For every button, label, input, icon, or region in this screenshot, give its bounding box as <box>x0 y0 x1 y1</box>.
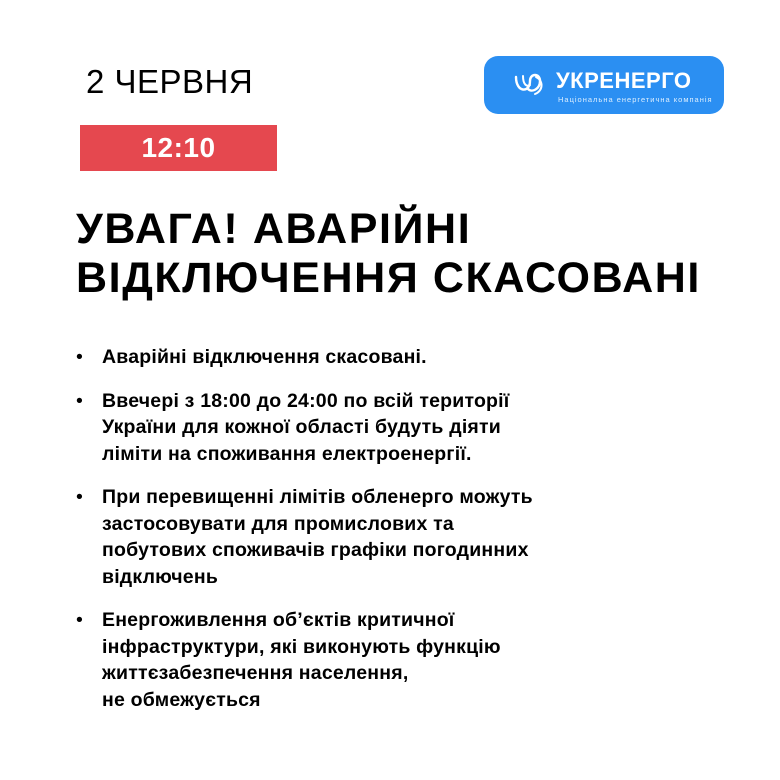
bullet-line: не обмежується <box>102 688 261 711</box>
time-badge: 12:10 <box>80 125 277 171</box>
bullet-dot-icon: • <box>76 609 84 631</box>
ukrenergo-logo-icon <box>512 69 548 99</box>
bullet-line: Енергоживлення об’єктів критичної <box>102 609 455 631</box>
bullet-line: відключень <box>102 565 219 588</box>
logo-name: УКРЕНЕРГО <box>556 68 692 93</box>
bullet-item <box>76 607 696 713</box>
bullet-line: Аварійні відключення скасовані. <box>102 346 427 368</box>
bullet-line: побутових споживачів графіки погодинних <box>102 539 529 561</box>
bullet-item <box>76 388 696 468</box>
bullet-line: застосовувати для промислових та <box>102 512 454 535</box>
ukrenergo-logo <box>484 56 724 114</box>
bullet-dot-icon: • <box>76 346 84 368</box>
bullet-dot-icon: • <box>76 486 84 508</box>
bullet-line: Ввечері з 18:00 до 24:00 по всій території <box>102 389 510 412</box>
bullet-line: життєзабезпечення населення, <box>102 662 409 684</box>
headline-line: ВІДКЛЮЧЕННЯ СКАСОВАНІ <box>76 254 701 302</box>
bullet-line: України для кожної області будуть діяти <box>102 416 501 438</box>
date-label: 2 ЧЕРВНЯ <box>86 63 254 100</box>
bullet-line: При перевищенні лімітів обленерго можуть <box>102 486 533 508</box>
headline <box>76 205 766 303</box>
bullet-line: ліміти на споживання електроенергії. <box>102 442 472 465</box>
bullet-item <box>76 344 696 371</box>
bullet-dot-icon: • <box>76 389 84 412</box>
logo-subtitle: Національна енергетична компанія <box>558 95 713 104</box>
bullet-item <box>76 484 696 590</box>
bullet-line: інфраструктури, які виконують функцію <box>102 635 501 658</box>
bullet-list <box>76 344 696 730</box>
headline-line: УВАГА! АВАРІЙНІ <box>76 205 472 253</box>
